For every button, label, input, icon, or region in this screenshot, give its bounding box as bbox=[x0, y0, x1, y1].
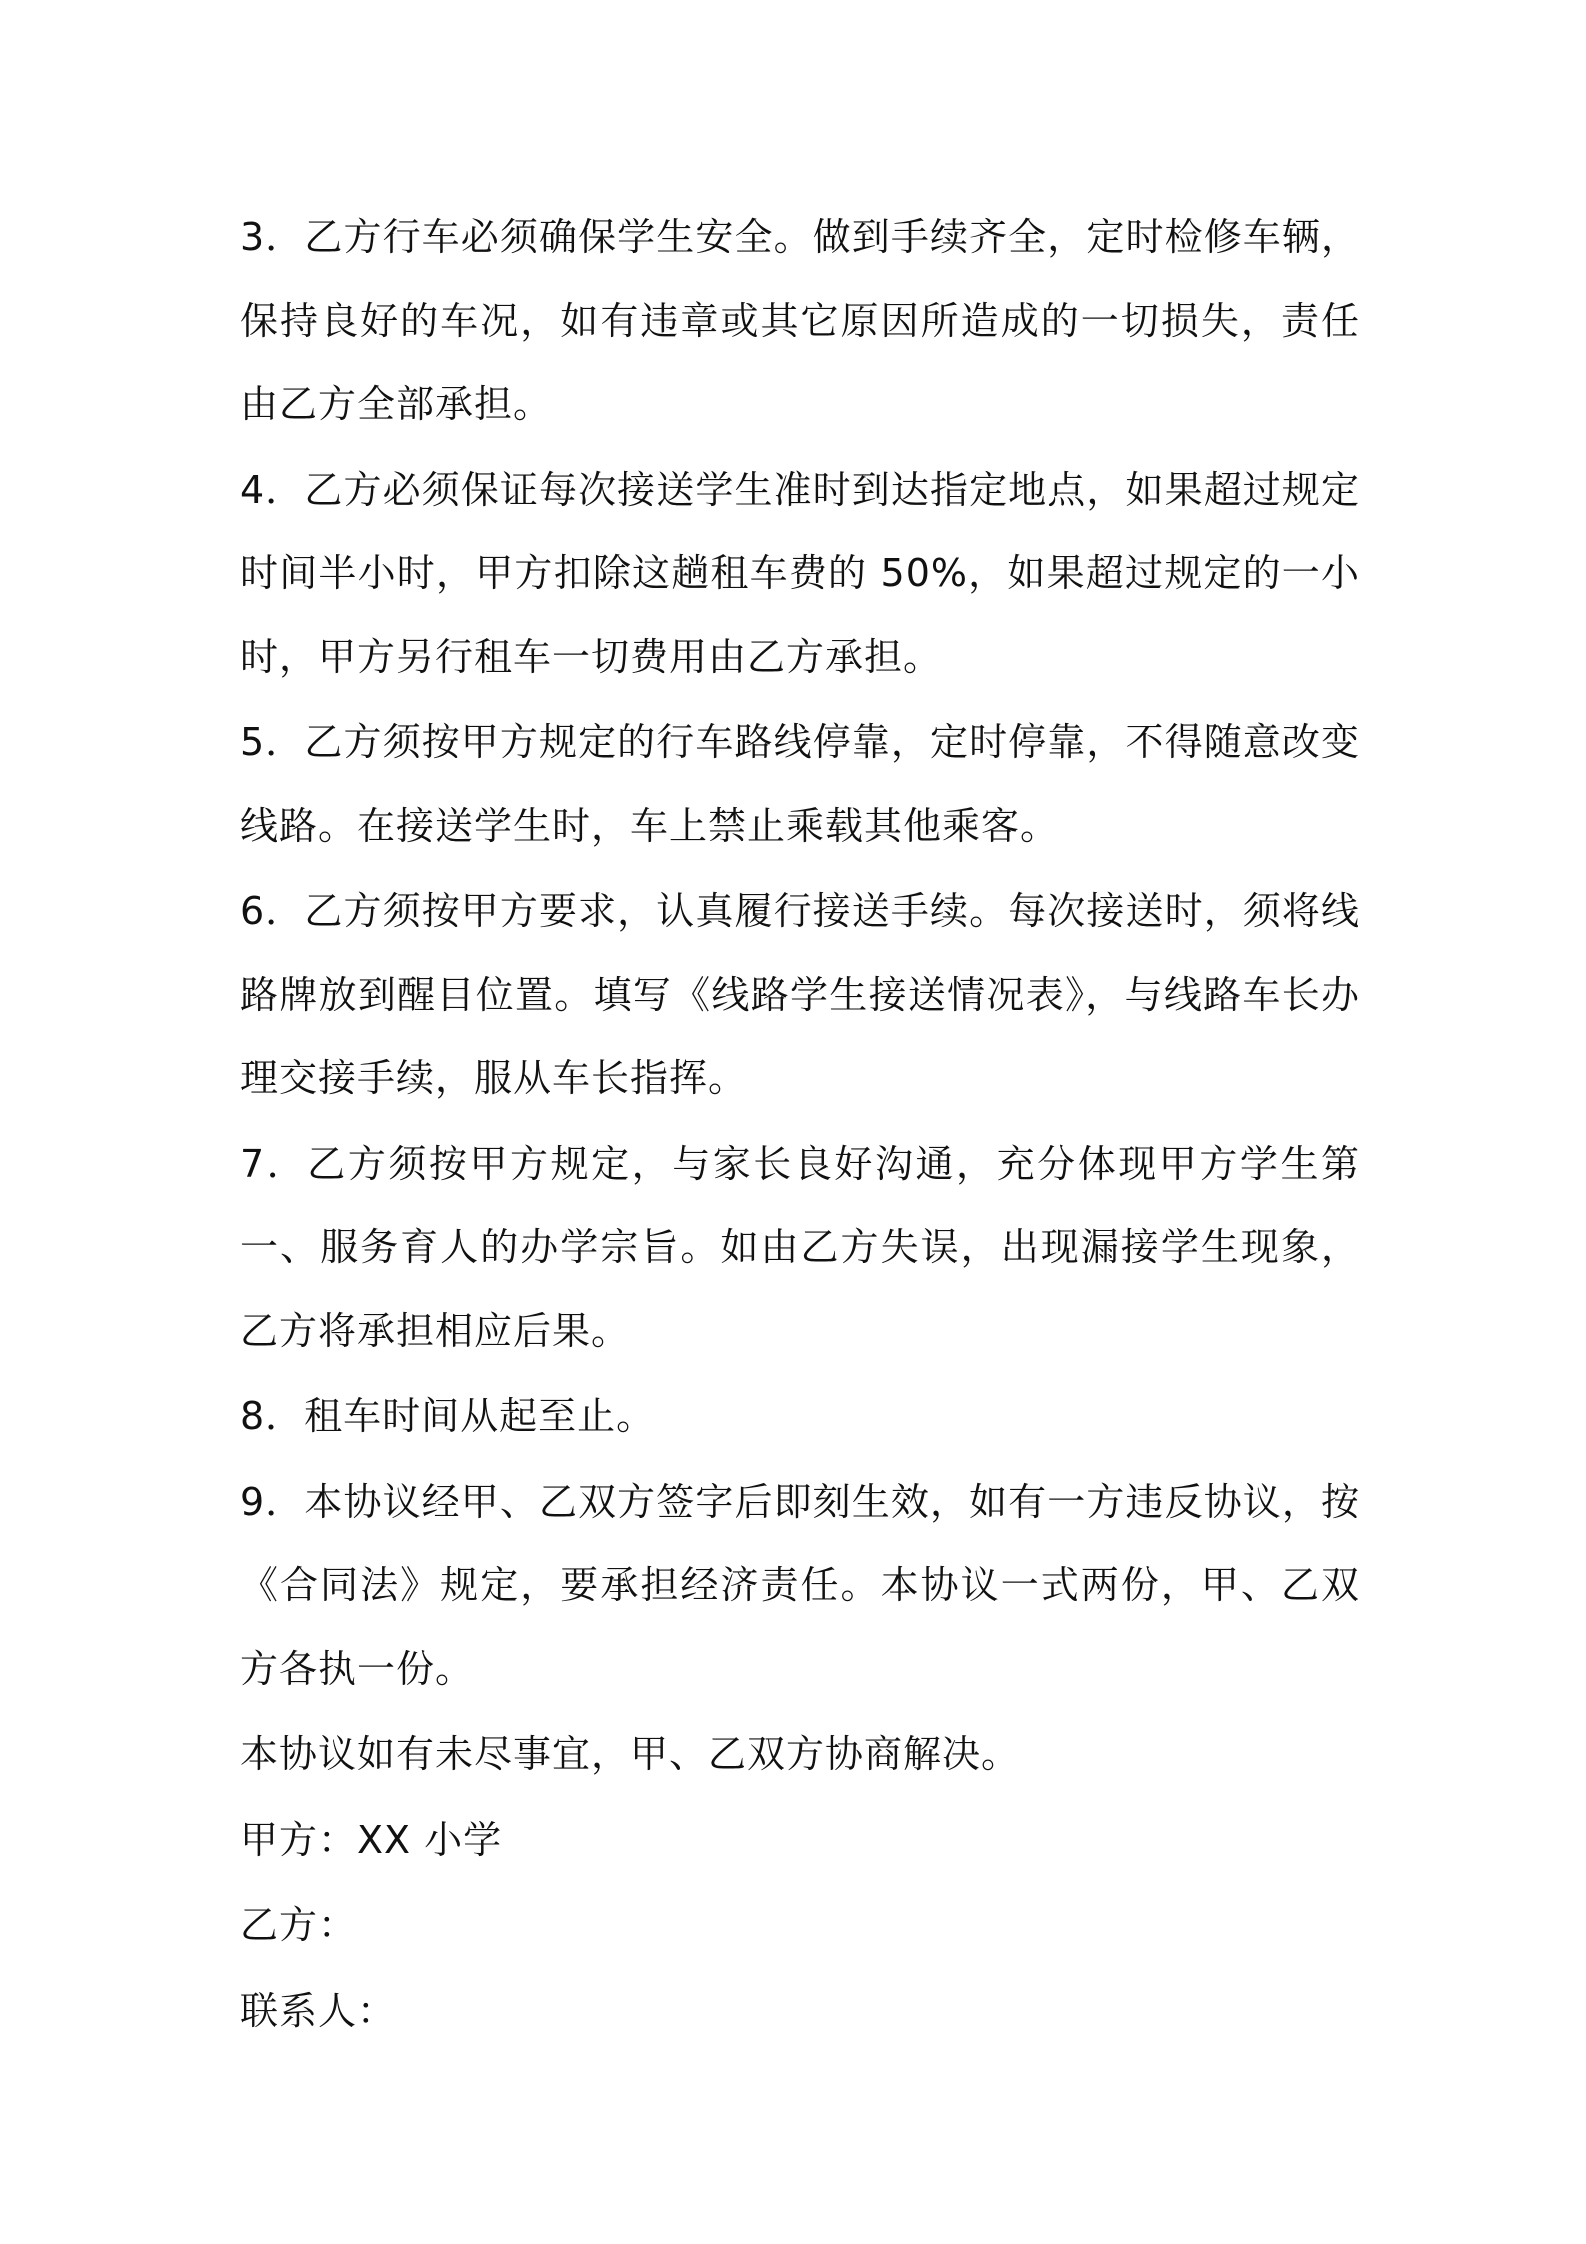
clause-7: 7．乙方须按甲方规定，与家长良好沟通，充分体现甲方学生第一、服务育人的办学宗旨。如由乙方失误，出现漏接学生现象，乙方将承担相应后果。 bbox=[240, 1141, 1360, 1353]
clause-4: 4．乙方必须保证每次接送学生准时到达指定地点，如果超过规定时间半小时，甲方扣除这趟租车费的 50%，如果超过规定的一小时，甲方另行租车一切费用由乙方承担。 bbox=[240, 467, 1360, 679]
clause-3: 3．乙方行车必须确保学生安全。做到手续齐全，定时检修车辆，保持良好的车况，如有违章或其它原因所造成的一切损失，责任由乙方全部承担。 bbox=[240, 215, 1360, 426]
clause-5: 5．乙方须按甲方规定的行车路线停靠，定时停靠，不得随意改变线路。在接送学生时，车上禁止乘载其他乘客。 bbox=[240, 720, 1360, 848]
document-page bbox=[240, 196, 1360, 2053]
clause-9: 9．本协议经甲、乙双方签字后即刻生效，如有一方违反协议，按《合同法》规定，要承担经济责任。本协议一式两份，甲、乙双方各执一份。 bbox=[240, 1479, 1360, 1691]
party-a-line: 甲方：XX 小学 bbox=[240, 1817, 503, 1862]
party-b-line: 乙方： bbox=[240, 1903, 358, 1947]
contact-person-line: 联系人： bbox=[240, 1988, 397, 2033]
supplementary-note: 本协议如有未尽事宜，甲、乙双方协商解决。 bbox=[240, 1732, 1021, 1776]
clause-6: 6．乙方须按甲方要求，认真履行接送手续。每次接送时，须将线路牌放到醒目位置。填写《线路学生接送情况表》，与线路车长办理交接手续，服从车长指挥。 bbox=[240, 889, 1360, 1100]
clause-8: 8．租车时间从起至止。 bbox=[240, 1394, 656, 1438]
